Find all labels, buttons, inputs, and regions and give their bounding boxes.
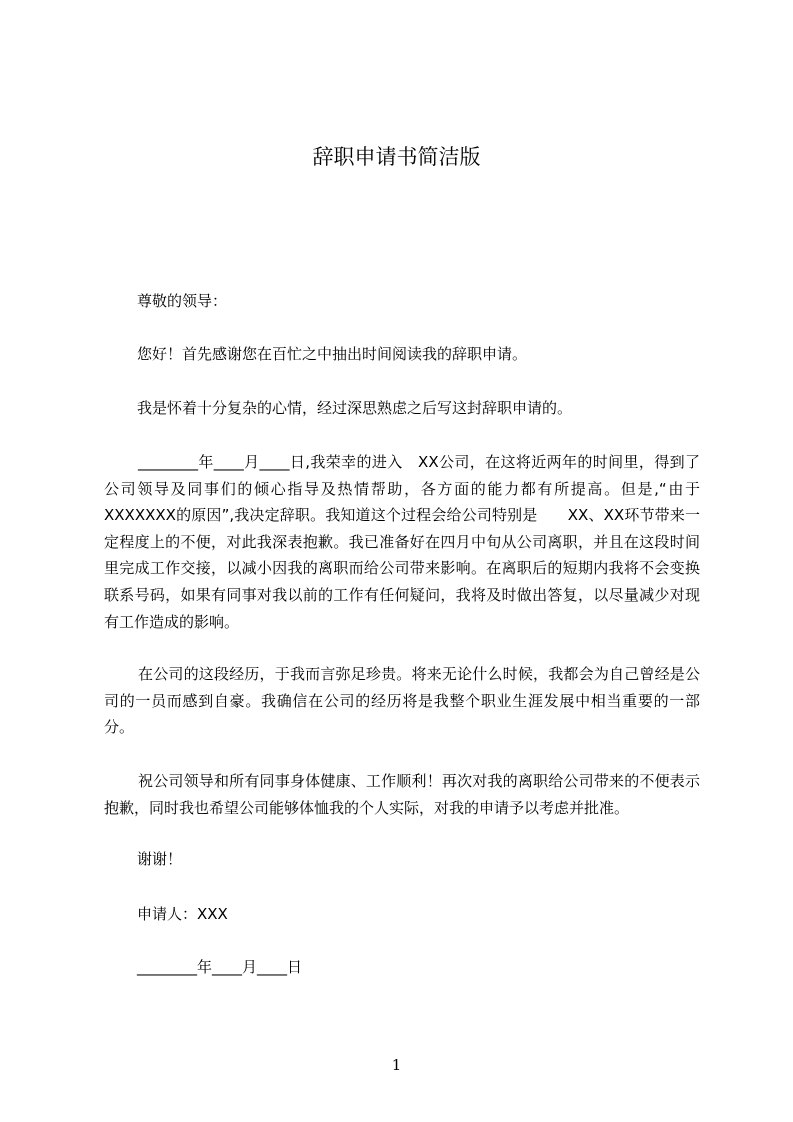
paragraph-2: 在公司的这段经历，于我而言弥足珍贵。将来无论什么时候，我都会为自己曾经是公司的一员而感到自豪。我确信在公司的经历将是我整个职业生涯发展中相当重要的一部分。 xyxy=(104,665,700,737)
document-title: 辞职申请书简洁版 xyxy=(312,145,481,169)
salutation: 尊敬的领导： xyxy=(137,292,228,310)
greeting-line: 您好！首先感谢您在百忙之中抽出时间阅读我的辞职申请。 xyxy=(137,345,528,363)
opening-line: 我是怀着十分复杂的心情，经过深思熟虑之后写这封辞职申请的。 xyxy=(137,399,573,417)
applicant-line: 申请人：XXX xyxy=(137,905,228,923)
page-number: 1 xyxy=(391,1056,402,1074)
thanks-line: 谢谢！ xyxy=(137,850,183,868)
paragraph-1: ________年____月____日,我荣幸的进入 XX公司，在这将近两年的时间里，得到了公司领导及同事们的倾心指导及热情帮助，各方面的能力都有所提高。但是,“由于XXXXXXX的原因”,我决定辞职。我知道这个过程会给公司特别是 XX、XX环节带来一定程度上的不便，对此我深表抱歉。我已准备好在四月中旬从公司离职，并且在这段时间里完成工作交接，以减小因我的离职而给公司带来影响。在离职后的短期内我将不会变换联系号码，如果有同事对我以前的工作有任何疑问，我将及时做出答复，以尽量减少对现有工作造成的影响。 xyxy=(104,453,700,631)
paragraph-3: 祝公司领导和所有同事身体健康、工作顺利！再次对我的离职给公司带来的不便表示抱歉，同时我也希望公司能够体恤我的个人实际，对我的申请予以考虑并批准。 xyxy=(104,772,700,817)
date-line: ________年____月____日 xyxy=(137,958,303,976)
